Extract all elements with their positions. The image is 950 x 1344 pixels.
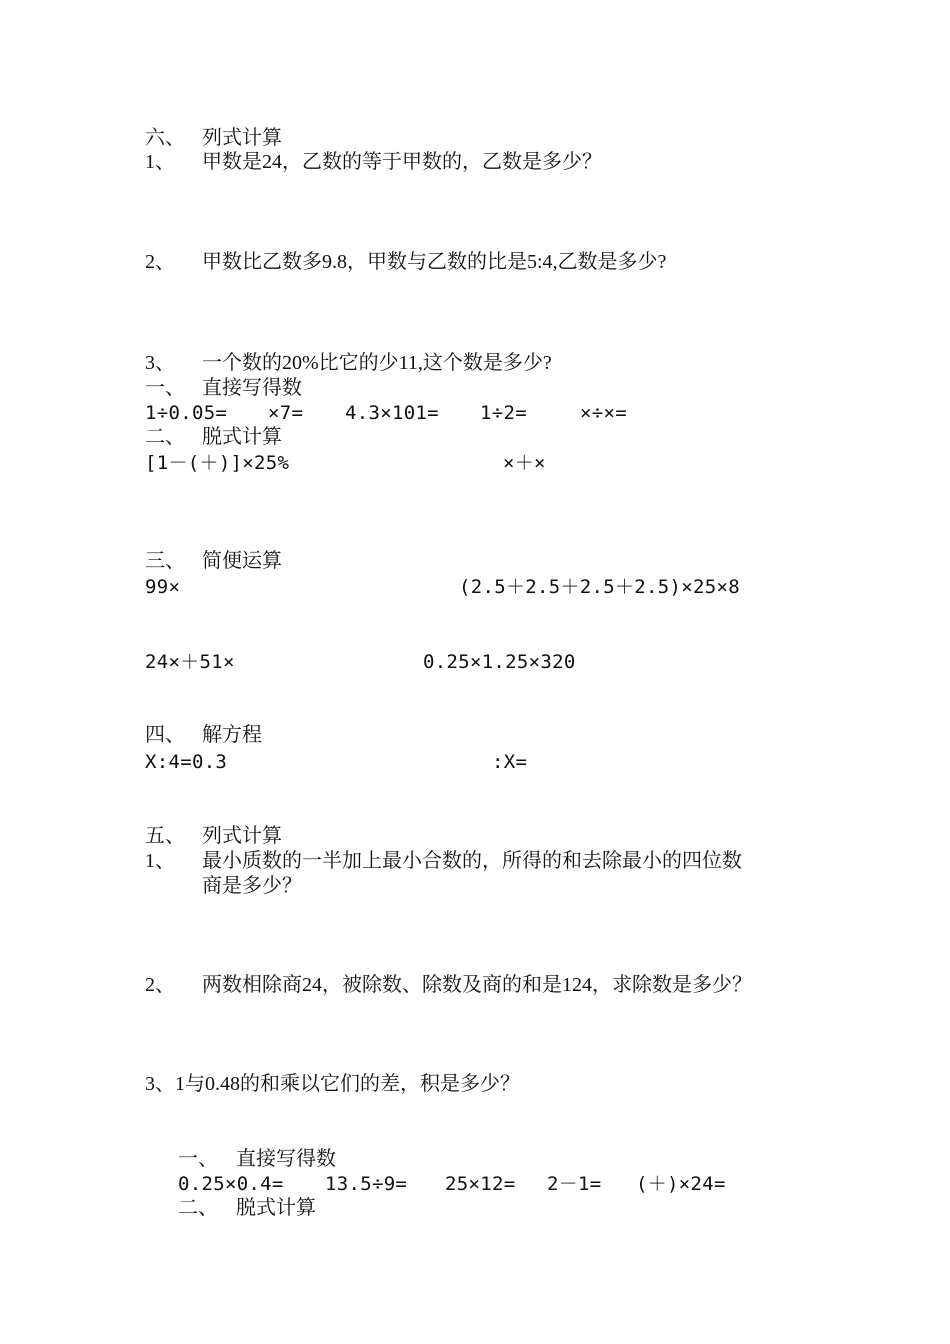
next-section-1-item: 0.25×0.4= (178, 1173, 284, 1195)
section-5-q1-text-cont: 商是多少？ (202, 875, 302, 897)
section-2-item: [1－(＋)]×25% (145, 452, 290, 474)
section-5-q3-text: 3、1与0.48的和乘以它们的差，积是多少？ (145, 1073, 520, 1095)
section-4-number: 四、 (145, 724, 185, 746)
next-section-2-number: 二、 (178, 1197, 218, 1219)
section-3-item: (2.5＋2.5＋2.5＋2.5)×25×8 (459, 576, 740, 598)
section-3-item: 99× (145, 576, 181, 598)
next-section-2-heading: 脱式计算 (236, 1197, 316, 1219)
section-6-q1-number: 1、 (145, 151, 175, 173)
section-4-heading: 解方程 (202, 724, 262, 746)
section-5-q1-number: 1、 (145, 850, 175, 872)
section-5-q1-text: 最小质数的一半加上最小合数的，所得的和去除最小的四位数 (202, 850, 742, 872)
next-section-1-heading: 直接写得数 (236, 1148, 336, 1170)
section-2-item: ×＋× (503, 452, 546, 474)
section-6-q2-number: 2、 (145, 251, 175, 273)
section-4-item: X:4=0.3 (145, 751, 228, 773)
next-section-1-item: 25×12= (445, 1173, 516, 1195)
section-3-heading: 简便运算 (202, 550, 282, 572)
section-3-item: 24×＋51× (145, 651, 235, 673)
section-1-item: 1÷2= (480, 402, 527, 424)
section-5-q2-number: 2、 (145, 974, 175, 996)
section-3-number: 三、 (145, 550, 185, 572)
section-1-number: 一、 (145, 377, 185, 399)
section-6-number: 六、 (145, 127, 185, 149)
section-5-number: 五、 (145, 825, 185, 847)
section-6-q2-text: 甲数比乙数多9.8，甲数与乙数的比是5:4,乙数是多少? (202, 251, 667, 273)
section-4-item: :X= (492, 751, 528, 773)
section-6-heading: 列式计算 (202, 127, 282, 149)
next-section-1-item: 2－1= (547, 1173, 602, 1195)
section-6-q1-text: 甲数是24，乙数的等于甲数的，乙数是多少？ (202, 151, 602, 173)
section-1-item: 1÷0.05= (145, 402, 228, 424)
section-1-item: 4.3×101= (345, 402, 439, 424)
section-2-heading: 脱式计算 (202, 426, 282, 448)
section-5-q2-text: 两数相除商24，被除数、除数及商的和是124，求除数是多少？ (202, 974, 752, 996)
section-3-item: 0.25×1.25×320 (423, 651, 576, 673)
section-1-item: ×7= (268, 402, 304, 424)
next-section-1-item: (＋)×24= (636, 1173, 726, 1195)
section-6-q3-text: 一个数的20%比它的少11,这个数是多少? (202, 352, 552, 374)
next-section-1-number: 一、 (178, 1148, 218, 1170)
next-section-1-item: 13.5÷9= (325, 1173, 408, 1195)
section-5-heading: 列式计算 (202, 825, 282, 847)
section-1-item: ×÷×= (580, 402, 627, 424)
section-6-q3-number: 3、 (145, 352, 175, 374)
section-1-heading: 直接写得数 (202, 377, 302, 399)
section-2-number: 二、 (145, 426, 185, 448)
